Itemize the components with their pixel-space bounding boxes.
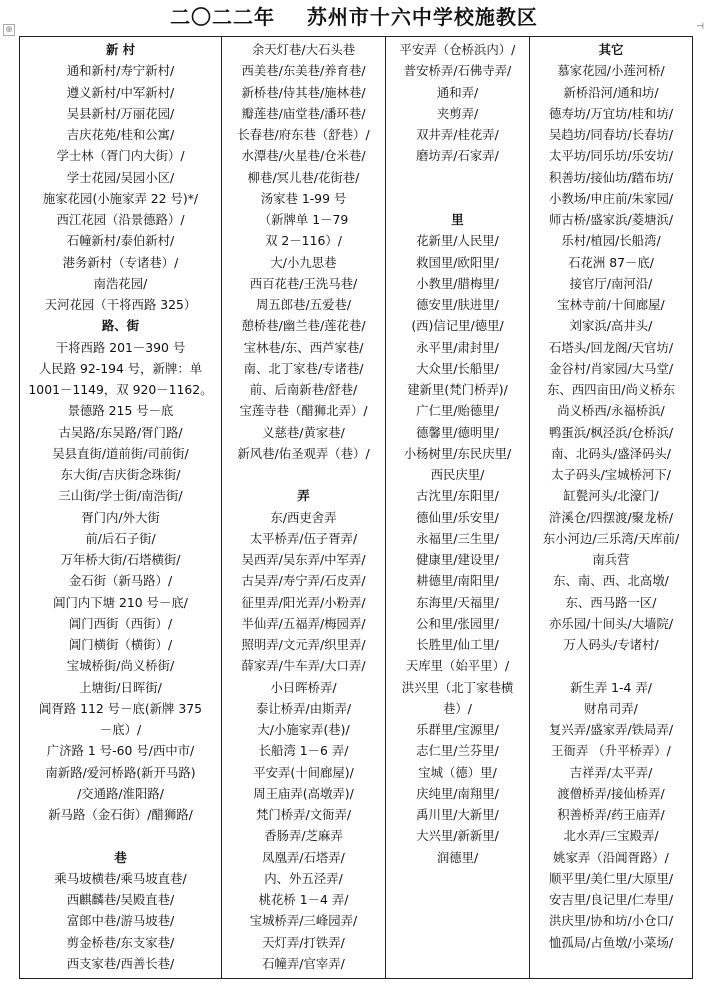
table-cell: 新风巷/佑圣观弄（巷）/ bbox=[237, 445, 370, 461]
table-cell: 新生弄 1-4 弄/ bbox=[570, 679, 652, 695]
table-cell: 禹川里/大新里/ bbox=[416, 807, 499, 822]
table-cell: 汤家巷 1-99 号 bbox=[260, 190, 347, 206]
table-cell: 古吴路/东吴路/胥门路/ bbox=[58, 424, 183, 440]
table-cell: 东、西马路一区/ bbox=[565, 594, 657, 610]
table-cell: 吴县直街/道前街/司前街/ bbox=[52, 445, 189, 461]
table-cell: 健康里/建设里/ bbox=[416, 552, 499, 567]
table-cell: 宝林寺前/十间廊屋/ bbox=[557, 297, 665, 312]
table-cell: 柳巷/冥儿巷/花街巷/ bbox=[247, 169, 360, 185]
table-cell: 东、南、西、北高墩/ bbox=[553, 573, 669, 589]
table-cell: 恤孤局/占鱼墩/小菜场/ bbox=[548, 934, 674, 950]
table-cell: 瓣莲巷/庙堂巷/潘环巷/ bbox=[241, 105, 366, 121]
table-anchor-icon[interactable]: ⊕ bbox=[3, 24, 15, 36]
table-cell bbox=[386, 167, 529, 188]
table-cell: 大/小九思巷 bbox=[270, 254, 337, 270]
section-header: 新 村 bbox=[105, 42, 136, 57]
table-cell: 双 2－116）/ bbox=[265, 233, 342, 249]
table-cell: 古沈里/东阳里/ bbox=[416, 488, 499, 504]
table-cell: 王衙弄 （升平桥弄）/ bbox=[551, 743, 671, 759]
table-cell: 师古桥/盛家浜/菱塘浜/ bbox=[548, 212, 674, 227]
table-cell: 小日晖桥弄/ bbox=[270, 679, 337, 695]
table-cell: 新马路（金石街）/醋狮路/ bbox=[48, 807, 193, 822]
table-cell: 干将西路 201－390 号 bbox=[55, 339, 186, 355]
table-cell: 前、后南新巷/舒巷/ bbox=[249, 382, 358, 397]
table-cell: 太平桥弄/伍子胥弄/ bbox=[249, 530, 358, 546]
table-cell: 小教场/申庄前/朱家园/ bbox=[548, 190, 674, 206]
table-cell: 夹剪弄/ bbox=[436, 105, 479, 121]
table-cell: 姚家弄（沿阊胥路）/ bbox=[553, 849, 669, 865]
table-cell: 积善桥弄/药王庙弄/ bbox=[557, 807, 665, 822]
table-cell: 征里弄/阳光弄/小粉弄/ bbox=[241, 594, 366, 610]
section-header: 路、街 bbox=[101, 318, 140, 334]
table-cell: 天灯弄/打铁弄/ bbox=[262, 934, 345, 950]
table-cell: 润德里/ bbox=[436, 849, 479, 865]
table-cell: 复兴弄/盛家弄/铁局弄/ bbox=[548, 722, 674, 737]
table-cell: 安吉里/良记里/仁寿里/ bbox=[548, 892, 674, 907]
table-cell: 吴西弄/吴东弄/中军弄/ bbox=[241, 552, 366, 567]
section-header: 里 bbox=[451, 212, 464, 227]
table-cell: 泰让桥弄/由斯弄/ bbox=[255, 700, 352, 716]
table-cell: 接官厅/南河沿/ bbox=[569, 275, 653, 291]
table-cell: 新桥巷/侍其巷/施林巷/ bbox=[241, 84, 366, 100]
section-header: 其它 bbox=[598, 42, 624, 57]
table-cell: 宝城桥弄/三峰园弄/ bbox=[249, 913, 358, 929]
table-cell: 胥门内/外大街 bbox=[81, 509, 160, 525]
table-cell: 志仁里/兰芬里/ bbox=[416, 743, 499, 759]
table-cell: 平安弄（仓桥浜内）/ bbox=[399, 42, 516, 57]
column-nong-li bbox=[386, 37, 530, 978]
table-cell: 前/后石子街/ bbox=[85, 530, 156, 546]
table-cell: 公和里/张园里/ bbox=[416, 615, 499, 631]
table-cell bbox=[386, 188, 529, 209]
table-cell: 双井弄/桂花弄/ bbox=[416, 127, 499, 142]
table-cell: 磨坊弄/石家弄/ bbox=[416, 148, 499, 164]
table-cell: －底）/ bbox=[99, 722, 142, 737]
table-cell: 半仙弄/五福弄/梅园弄/ bbox=[241, 615, 366, 631]
table-cell bbox=[222, 464, 385, 485]
table-cell: 石幢弄/官宰弄/ bbox=[262, 955, 345, 971]
column-xincun-lu-xiang bbox=[20, 37, 222, 978]
table-cell: 普安桥弄/石佛寺弄/ bbox=[403, 63, 512, 79]
table-cell: 耕德里/南阳里/ bbox=[416, 573, 499, 589]
table-cell: 万年桥大街/石塔横街/ bbox=[60, 552, 181, 567]
table-cell: 剪金桥巷/东支家巷/ bbox=[66, 934, 175, 950]
table-cell: 宝林巷/东、西芦家巷/ bbox=[243, 339, 364, 355]
table-cell: 憩桥巷/幽兰巷/莲花巷/ bbox=[241, 318, 366, 334]
table-cell: 亦乐园/十间头/大墙院/ bbox=[548, 615, 674, 631]
table-cell bbox=[386, 910, 529, 931]
table-cell: 小教里/腊梅里/ bbox=[416, 275, 499, 291]
table-cell: 救国里/欧阳里/ bbox=[416, 254, 499, 270]
table-cell: 大众里/长船里/ bbox=[416, 360, 499, 376]
table-cell: 西美巷/东美巷/养育巷/ bbox=[241, 63, 366, 79]
table-cell: 阊门西街（西街）/ bbox=[68, 615, 173, 631]
table-cell: 德仙里/乐安里/ bbox=[416, 509, 499, 525]
table-cell: 积善坊/接仙坊/踏布坊/ bbox=[548, 169, 674, 185]
table-cell: 乘马坡横巷/乘马坡直巷/ bbox=[54, 870, 187, 886]
table-cell: 渡僧桥弄/接仙桥弄/ bbox=[557, 785, 665, 801]
table-cell: 东/西吏舍弄 bbox=[270, 509, 337, 525]
table-cell: 金石街（新马路）/ bbox=[68, 573, 173, 589]
table-cell: 南、北丁家巷/专诸巷/ bbox=[243, 360, 364, 376]
table-cell: /交通路/淮阳路/ bbox=[77, 785, 164, 801]
table-cell: 西民庆里/ bbox=[430, 467, 485, 482]
table-cell: 德安里/肤进里/ bbox=[416, 297, 499, 312]
table-cell: 天河花园（干将西路 325） bbox=[44, 297, 197, 312]
table-cell: 慕家花园/小莲河桥/ bbox=[557, 63, 665, 79]
table-cell: 南兵营 bbox=[592, 552, 630, 567]
table-cell: 东小河边/三乐湾/天库前/ bbox=[542, 530, 680, 546]
table-cell: 通和弄/ bbox=[436, 84, 479, 100]
table-cell: 南浩花园/ bbox=[93, 275, 148, 291]
district-table bbox=[19, 36, 693, 979]
table-cell: 永福里/三生里/ bbox=[416, 530, 499, 546]
table-cell: 东大街/吉庆街念珠街/ bbox=[60, 467, 181, 482]
table-cell: 东海里/天福里/ bbox=[416, 594, 499, 610]
table-cell: 吴趋坊/同春坊/长春坊/ bbox=[548, 127, 674, 142]
table-cell: 桃花桥 1－4 弄/ bbox=[258, 892, 349, 907]
table-cell: 南、北码头/盛泽码头/ bbox=[551, 445, 671, 461]
table-cell: 缸甏河头/北濠门/ bbox=[563, 488, 659, 504]
table-cell: 金谷村/肖家园/大马堂/ bbox=[548, 360, 674, 376]
table-cell: 香肠弄/芝麻弄 bbox=[264, 828, 343, 844]
table-cell: 巷）/ bbox=[443, 700, 472, 716]
table-cell: 内、外五泾弄/ bbox=[264, 870, 343, 886]
table-cell: 义慈巷/黄家巷/ bbox=[262, 424, 345, 440]
table-cell: 西江花园（沿景德路）/ bbox=[56, 212, 185, 227]
table-cell bbox=[530, 655, 692, 676]
column-xiang-nong bbox=[222, 37, 386, 978]
table-cell: 尚义桥西/永福桥浜/ bbox=[557, 403, 665, 419]
table-cell: 永平里/肃封里/ bbox=[416, 339, 499, 355]
table-cell: 天库里（始平里）/ bbox=[405, 658, 510, 674]
table-cell: 遵义新村/中军新村/ bbox=[66, 84, 175, 100]
table-cell: 吉庆花苑/桂和公寓/ bbox=[66, 127, 175, 142]
table-cell: 大/小施家弄(巷)/ bbox=[257, 722, 350, 737]
table-cell: 西支家巷/西善长巷/ bbox=[66, 955, 175, 971]
table-cell: 学士林（胥门内大街）/ bbox=[56, 148, 185, 164]
table-cell bbox=[20, 825, 221, 846]
table-cell: 洪兴里（北丁家巷横 bbox=[401, 679, 514, 695]
section-header: 巷 bbox=[114, 849, 127, 865]
table-cell: 新桥沿河/通和坊/ bbox=[563, 84, 659, 100]
table-cell: 长船湾 1－6 弄/ bbox=[258, 743, 349, 759]
table-cell: 石幢新村/泰伯新村/ bbox=[66, 233, 175, 249]
table-cell: 石花洲 87－底/ bbox=[568, 254, 654, 270]
table-cell: 广济路 1 号-60 号/西中市/ bbox=[46, 743, 195, 759]
table-cell bbox=[386, 953, 529, 974]
margin-mark-icon: ⊣ bbox=[696, 22, 704, 32]
table-cell: 吴县新村/万丽花园/ bbox=[66, 105, 175, 121]
table-cell: 平安弄(十间廊屋)/ bbox=[253, 764, 354, 780]
table-cell: 顺平里/美仁里/大原里/ bbox=[548, 870, 674, 886]
table-cell: 西麒麟巷/吴殿直巷/ bbox=[66, 892, 175, 907]
table-cell: 宝城（德）里/ bbox=[418, 764, 497, 780]
table-cell: 太子码头/宝城桥河下/ bbox=[551, 467, 671, 482]
table-cell: 财帛司弄/ bbox=[584, 700, 638, 716]
table-cell: 东、西四亩田/尚义桥东 bbox=[546, 382, 676, 397]
table-cell: 照明弄/文元弄/织里弄/ bbox=[241, 637, 366, 652]
table-cell: 水潭巷/火星巷/仓米巷/ bbox=[241, 148, 366, 164]
table-cell: 港务新村（专诸巷）/ bbox=[62, 254, 179, 270]
table-cell: 吉祥弄/太平弄/ bbox=[569, 764, 653, 780]
table-cell: 建新里(梵门桥弄)/ bbox=[407, 382, 508, 397]
table-cell: 庆纯里/南翔里/ bbox=[416, 785, 499, 801]
table-cell: 刘家浜/高井头/ bbox=[569, 318, 653, 334]
table-cell: 北水弄/三宝殿弄/ bbox=[563, 828, 659, 844]
table-cell bbox=[530, 953, 692, 974]
table-cell: 乐村/植园/长船湾/ bbox=[561, 233, 661, 249]
table-cell: 三山街/学士街/南浩街/ bbox=[58, 488, 183, 504]
table-cell: 薛家弄/牛车弄/大口弄/ bbox=[241, 658, 366, 674]
table-cell: 德寿坊/万宜坊/桂和坊/ bbox=[548, 105, 674, 121]
table-cell: 余天灯巷/大石头巷 bbox=[251, 42, 356, 57]
table-cell: 广仁里/贻德里/ bbox=[416, 403, 499, 419]
table-cell: 阊门横街（横街）/ bbox=[68, 637, 173, 652]
table-cell: 小杨树里/东民庆里/ bbox=[403, 445, 512, 461]
table-cell: 万人码头/专诸村/ bbox=[563, 637, 659, 652]
table-cell: 景德路 215 号－底 bbox=[67, 403, 174, 419]
table-cell: 太平坊/同乐坊/乐安坊/ bbox=[548, 148, 674, 164]
table-cell: 宝莲寺巷（醋狮北弄）/ bbox=[239, 403, 368, 419]
table-cell: 长胜里/仙工里/ bbox=[416, 637, 499, 652]
table-cell: 1001－1149，双 920－1162。 bbox=[28, 382, 213, 397]
table-cell: 梵门桥弄/文衙弄/ bbox=[255, 807, 352, 822]
table-cell: 花新里/人民里/ bbox=[416, 233, 499, 249]
table-cell: 长春巷/府东巷（舒巷）/ bbox=[237, 127, 370, 142]
table-cell: 宝城桥街/尚义桥街/ bbox=[66, 658, 175, 674]
table-cell: （新牌单 1－79 bbox=[258, 212, 349, 227]
table-cell: 浒溪仓/四摆渡/聚龙桥/ bbox=[548, 509, 674, 525]
table-cell: 阊门内下塘 210 号－底/ bbox=[53, 594, 188, 610]
column-qita bbox=[530, 37, 692, 978]
table-cell: 古吴弄/寿宁弄/石皮弄/ bbox=[241, 573, 366, 589]
table-cell: 凤凰弄/石塔弄/ bbox=[262, 849, 345, 865]
table-cell: 周王庙弄(高墩弄)/ bbox=[253, 785, 354, 801]
table-cell: 周五郎巷/五爱巷/ bbox=[255, 297, 352, 312]
table-cell: 施家花园(小施家弄 22 号)*/ bbox=[42, 190, 199, 206]
table-cell: 人民路 92-194 号，新牌：单 bbox=[38, 360, 203, 376]
table-cell: 阊胥路 112 号－底(新牌 375 bbox=[38, 700, 203, 716]
table-cell: 西百花巷/王洗马巷/ bbox=[249, 275, 358, 291]
table-cell bbox=[386, 868, 529, 889]
table-cell: 上塘街/日晖街/ bbox=[79, 679, 162, 695]
table-cell: 鸭蛋浜/枫泾浜/仓桥浜/ bbox=[548, 424, 674, 440]
table-cell: 大兴里/新新里/ bbox=[416, 828, 499, 844]
table-cell: 学士花园/吴园小区/ bbox=[66, 169, 175, 185]
table-cell: (西)信记里/德里/ bbox=[411, 318, 504, 334]
table-cell: 石塔头/回龙阁/天官坊/ bbox=[548, 339, 674, 355]
table-cell: 富郎中巷/游马坡巷/ bbox=[66, 913, 175, 929]
table-cell: 乐群里/宝源里/ bbox=[416, 722, 499, 737]
table-cell: 德馨里/德明里/ bbox=[416, 424, 499, 440]
table-cell bbox=[386, 889, 529, 910]
table-cell: 南新路/爱河桥路(新开马路) bbox=[45, 764, 196, 780]
section-header: 弄 bbox=[297, 488, 310, 504]
page-title: 二〇二二年 苏州市十六中学校施教区 bbox=[170, 5, 538, 29]
table-cell bbox=[386, 932, 529, 953]
table-cell: 通和新村/寿宁新村/ bbox=[66, 63, 175, 79]
table-cell: 洪庆里/协和坊/小仓口/ bbox=[548, 913, 674, 929]
